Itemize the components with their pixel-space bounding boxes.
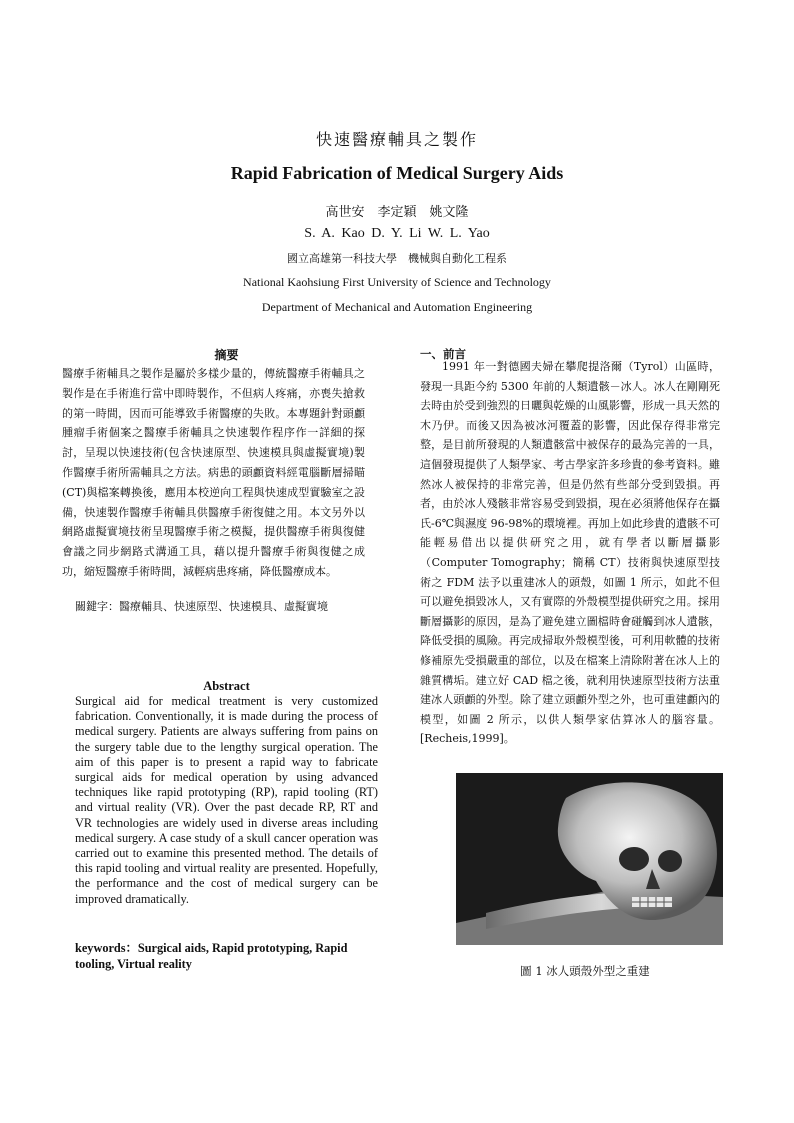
keywords-en: keywords：Surgical aids, Rapid prototyping, Rapid tooling, Virtual reality: [75, 941, 348, 971]
abstract-cn-body: 醫療手術輔具之製作是屬於多樣少量的，傳統醫療手術輔具之製作是在手術進行當中即時製作，不但病人疼痛，亦喪失搶救的第一時間，因而可能導致手術醫療的失敗。本專題針對頭顱腫瘤手術個案之醫療手術輔具之快速製作程序作一詳細的探討，呈現以快速技術(包含快速原型、快速模具與虛擬實境)製作醫療手術所需輔具之方法。病患的頭顱資料經電腦斷層掃瞄(CT)與檔案轉換後，應用本校逆向工程與快速成型實驗室之設備，快速製作醫療手術輔具供醫療手術復健之用。本文另外以網路虛擬實境技術呈現醫療手術之模擬，提供醫療手術與復健會議之同步網路式溝通工具，藉以提升醫療手術與復健之成功，縮短醫療手術時間，減輕病患疼痛，降低醫療成本。: [62, 367, 365, 578]
affiliation-en-university: National Kaohsiung First University of Science and Technology: [243, 275, 551, 289]
intro-body: 1991 年一對德國夫婦在攀爬提洛爾（Tyrol）山區時，發現一具距今約 5300 年前的人類遺骸－冰人。冰人在剛剛死去時由於受到強烈的日曬與乾燥的山風影響，形成一具天然的木乃伊。而後又因為被冰河覆蓋的影響，因此保存得非常完整，是目前所發現的人類遺骸當中被保存的最為完善的一具，這個發現提供了人類學家、考古學家許多珍貴的參考資料。雖然冰人被保持的非常完善，但是仍然有些部分受到毀損。再者，由於冰人殘骸非常容易受到毀損，現在必須將他保存在攝氏-6℃與濕度 96-98%的環境裡。再加上如此珍貴的遺骸不可能輕易借出以提供研究之用，就有學者以斷層攝影（Computer Tomography；簡稱 CT）技術與快速原型技術之 FDM 法予以重建冰人的頭殼，如圖 1 所示，如此不但可以避免損毀冰人，又有實際的外殼模型提供研究之用。採用斷層攝影的原因，是為了避免建立圖檔時會碰觸到冰人遺骸，降低受損的風險。再完成掃取外殼模型後，可利用軟體的技術修補原先受損嚴重的部位，以及在檔案上清除附著在冰人上的雜質構垢。建立好 CAD 檔之後，就利用快速原型技術方法重建冰人頭顱的外型。除了建立頭顱外型之外，也可重建顱內的模型，如圖 2 所示，以供人類學家估算冰人的腦容量。[Recheis,1999]。: [420, 360, 720, 746]
figure-caption: 圖 1 冰人頭殼外型之重建: [520, 964, 650, 978]
affiliation-cn: 國立高雄第一科技大學 機械與自動化工程系: [287, 252, 507, 265]
abstract-en-heading: Abstract: [203, 679, 250, 693]
figure-iceman-skull-image: [456, 773, 723, 945]
keywords-cn: 關鍵字：醫療輔具、快速原型、快速模具、虛擬實境: [75, 600, 328, 613]
authors-en: S. A. Kao D. Y. Li W. L. Yao: [304, 226, 490, 241]
affiliation-en-department: Department of Mechanical and Automation Engineering: [261, 300, 533, 314]
paper-title-cn: 快速醫療輔具之製作: [315, 130, 478, 149]
abstract-en-body: Surgical aid for medical treatment is very customized fabrication. Conventionally, it is made during the process of medical surgery. Patients are always suffering from pains on the surgery table due to the lengthy surgical operation. The aim of this paper is to present a rapid way to fabricate surgical aids for medical operation by using advanced techniques like rapid prototyping (RP), rapid tooling (RT) and virtual reality (VR). Over the past decade RP, RT and VR technologies are widely used in diverse areas including medical surgery. A case study of a skull cancer operation was carried out to examine this presented method. The details of this rapid tooling and virtual reality are presented. Hopefully, the performance and the cost of medical surgery can be improved dramatically.: [75, 694, 378, 906]
abstract-cn-heading: 摘要: [214, 348, 239, 362]
authors-cn: 高世安 李定穎 姚文隆: [325, 205, 469, 220]
paper-title-en: Rapid Fabrication of Medical Surgery Aids: [230, 163, 564, 183]
section-heading-intro: 一、前言: [420, 347, 466, 361]
